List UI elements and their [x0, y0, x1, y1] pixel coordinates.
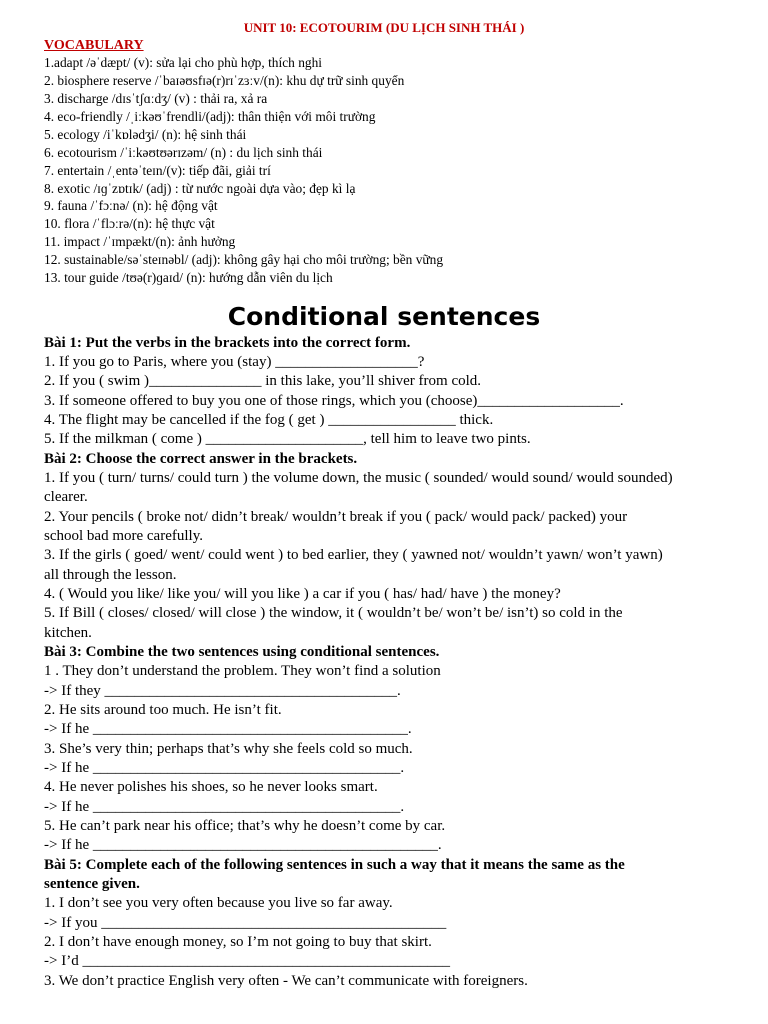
vocab-item: 8. exotic /ɪɡˈzɒtɪk/ (adj) : từ nước ngoài dựa vào; đẹp kì lạ: [44, 181, 356, 196]
exercise-item: 1. If you go to Paris, where you (stay) ___________________?: [44, 354, 425, 370]
exercise-item: 3. She’s very thin; perhaps that’s why she feels cold so much.: [44, 741, 413, 757]
vocab-item: 3. discharge /dɪsˈtʃɑːdʒ/ (v) : thải ra, xả ra: [44, 91, 268, 106]
exercise-item: 1 . They don’t understand the problem. They won’t find a solution: [44, 663, 441, 679]
exercise-item: 2. He sits around too much. He isn’t fit.: [44, 702, 282, 718]
exercise-item: -> If he __________________________________________.: [44, 721, 412, 737]
exercise-item: 4. The flight may be cancelled if the fog ( get ) _________________ thick.: [44, 412, 494, 428]
vocabulary-heading: VOCABULARY: [44, 38, 144, 53]
exercise-item: 1. I don’t see you very often because you live so far away.: [44, 895, 393, 911]
exercise-heading: sentence given.: [44, 876, 140, 892]
exercise-item: -> If they _______________________________________.: [44, 683, 401, 699]
vocab-item: 11. impact /ˈɪmpækt/(n): ảnh hưởng: [44, 234, 236, 249]
exercise-item: 2. I don’t have enough money, so I’m not going to buy that skirt.: [44, 934, 432, 950]
exercise-item: 5. He can’t park near his office; that’s why he doesn’t come by car.: [44, 818, 446, 834]
exercise-item: clearer.: [44, 489, 88, 505]
exercise-item: 3. If the girls ( goed/ went/ could went ) to bed earlier, they ( yawned not/ wouldn’t yawn/ won’t yawn): [44, 547, 663, 563]
vocab-item: 6. ecotourism /ˈiːkəʊtʊərɪzəm/ (n) : du lịch sinh thái: [44, 145, 323, 160]
exercise-item: school bad more carefully.: [44, 528, 203, 544]
vocab-item: 5. ecology /iˈkɒlədʒi/ (n): hệ sinh thái: [44, 127, 247, 142]
unit-title: UNIT 10: ECOTOURIM (DU LỊCH SINH THÁI ): [243, 20, 525, 35]
exercise-heading: Bài 1: Put the verbs in the brackets into the correct form.: [44, 335, 411, 351]
exercise-heading: Bài 3: Combine the two sentences using conditional sentences.: [44, 644, 440, 660]
exercise-item: -> I’d _________________________________________________: [44, 953, 450, 969]
section-title: Conditional sentences: [227, 302, 541, 331]
vocab-item: 1.adapt /əˈdæpt/ (v): sửa lại cho phù hợp, thích nghi: [44, 55, 323, 70]
exercise-heading: Bài 5: Complete each of the following sentences in such a way that it means the same as the: [44, 857, 625, 873]
exercise-item: 4. He never polishes his shoes, so he never looks smart.: [44, 779, 378, 795]
vocab-item: 10. flora /ˈflɔːrə/(n): hệ thực vật: [44, 216, 215, 231]
exercise-item: all through the lesson.: [44, 567, 177, 583]
exercise-item: -> If he ______________________________________________.: [44, 837, 442, 853]
exercise-item: 5. If Bill ( closes/ closed/ will close ) the window, it ( wouldn’t be/ won’t be/ isn’t) so cold in the: [44, 605, 623, 621]
exercise-item: kitchen.: [44, 625, 92, 641]
exercise-item: 3. If someone offered to buy you one of those rings, which you (choose)___________________.: [44, 393, 624, 409]
exercise-item: 3. We don’t practice English very often - We can’t communicate with foreigners.: [44, 973, 528, 989]
vocab-item: 7. entertain /ˌentəˈteɪn/(v): tiếp đãi, giải trí: [44, 163, 271, 178]
exercise-item: 1. If you ( turn/ turns/ could turn ) the volume down, the music ( sounded/ would sound/ would sounded): [44, 470, 673, 486]
exercise-item: 2. If you ( swim )_______________ in this lake, you’ll shiver from cold.: [44, 373, 482, 389]
vocab-item: 12. sustainable/səˈsteɪnəbl/ (adj): không gây hại cho môi trường; bền vững: [44, 252, 444, 267]
exercise-item: -> If you ______________________________________________: [44, 915, 447, 931]
vocab-item: 2. biosphere reserve /ˈbaɪəʊsfɪə(r)rɪˈzɜːv/(n): khu dự trữ sinh quyển: [44, 73, 405, 88]
exercise-item: 4. ( Would you like/ like you/ will you like ) a car if you ( has/ had/ have ) the money?: [44, 586, 561, 602]
exercise-item: -> If he _________________________________________.: [44, 760, 405, 776]
vocab-item: 9. fauna /ˈfɔːnə/ (n): hệ động vật: [44, 198, 218, 213]
exercise-item: 5. If the milkman ( come ) _____________________, tell him to leave two pints.: [44, 431, 531, 447]
exercise-heading: Bài 2: Choose the correct answer in the brackets.: [44, 451, 358, 467]
vocab-item: 4. eco-friendly /ˌiːkəʊˈfrendli/(adj): thân thiện với môi trường: [44, 109, 376, 124]
exercise-item: -> If he _________________________________________.: [44, 799, 405, 815]
exercise-item: 2. Your pencils ( broke not/ didn’t break/ wouldn’t break if you ( pack/ would pack/ packed) your: [44, 509, 628, 525]
vocab-item: 13. tour guide /tʊə(r)ɡaɪd/ (n): hướng dẫn viên du lịch: [44, 270, 333, 285]
